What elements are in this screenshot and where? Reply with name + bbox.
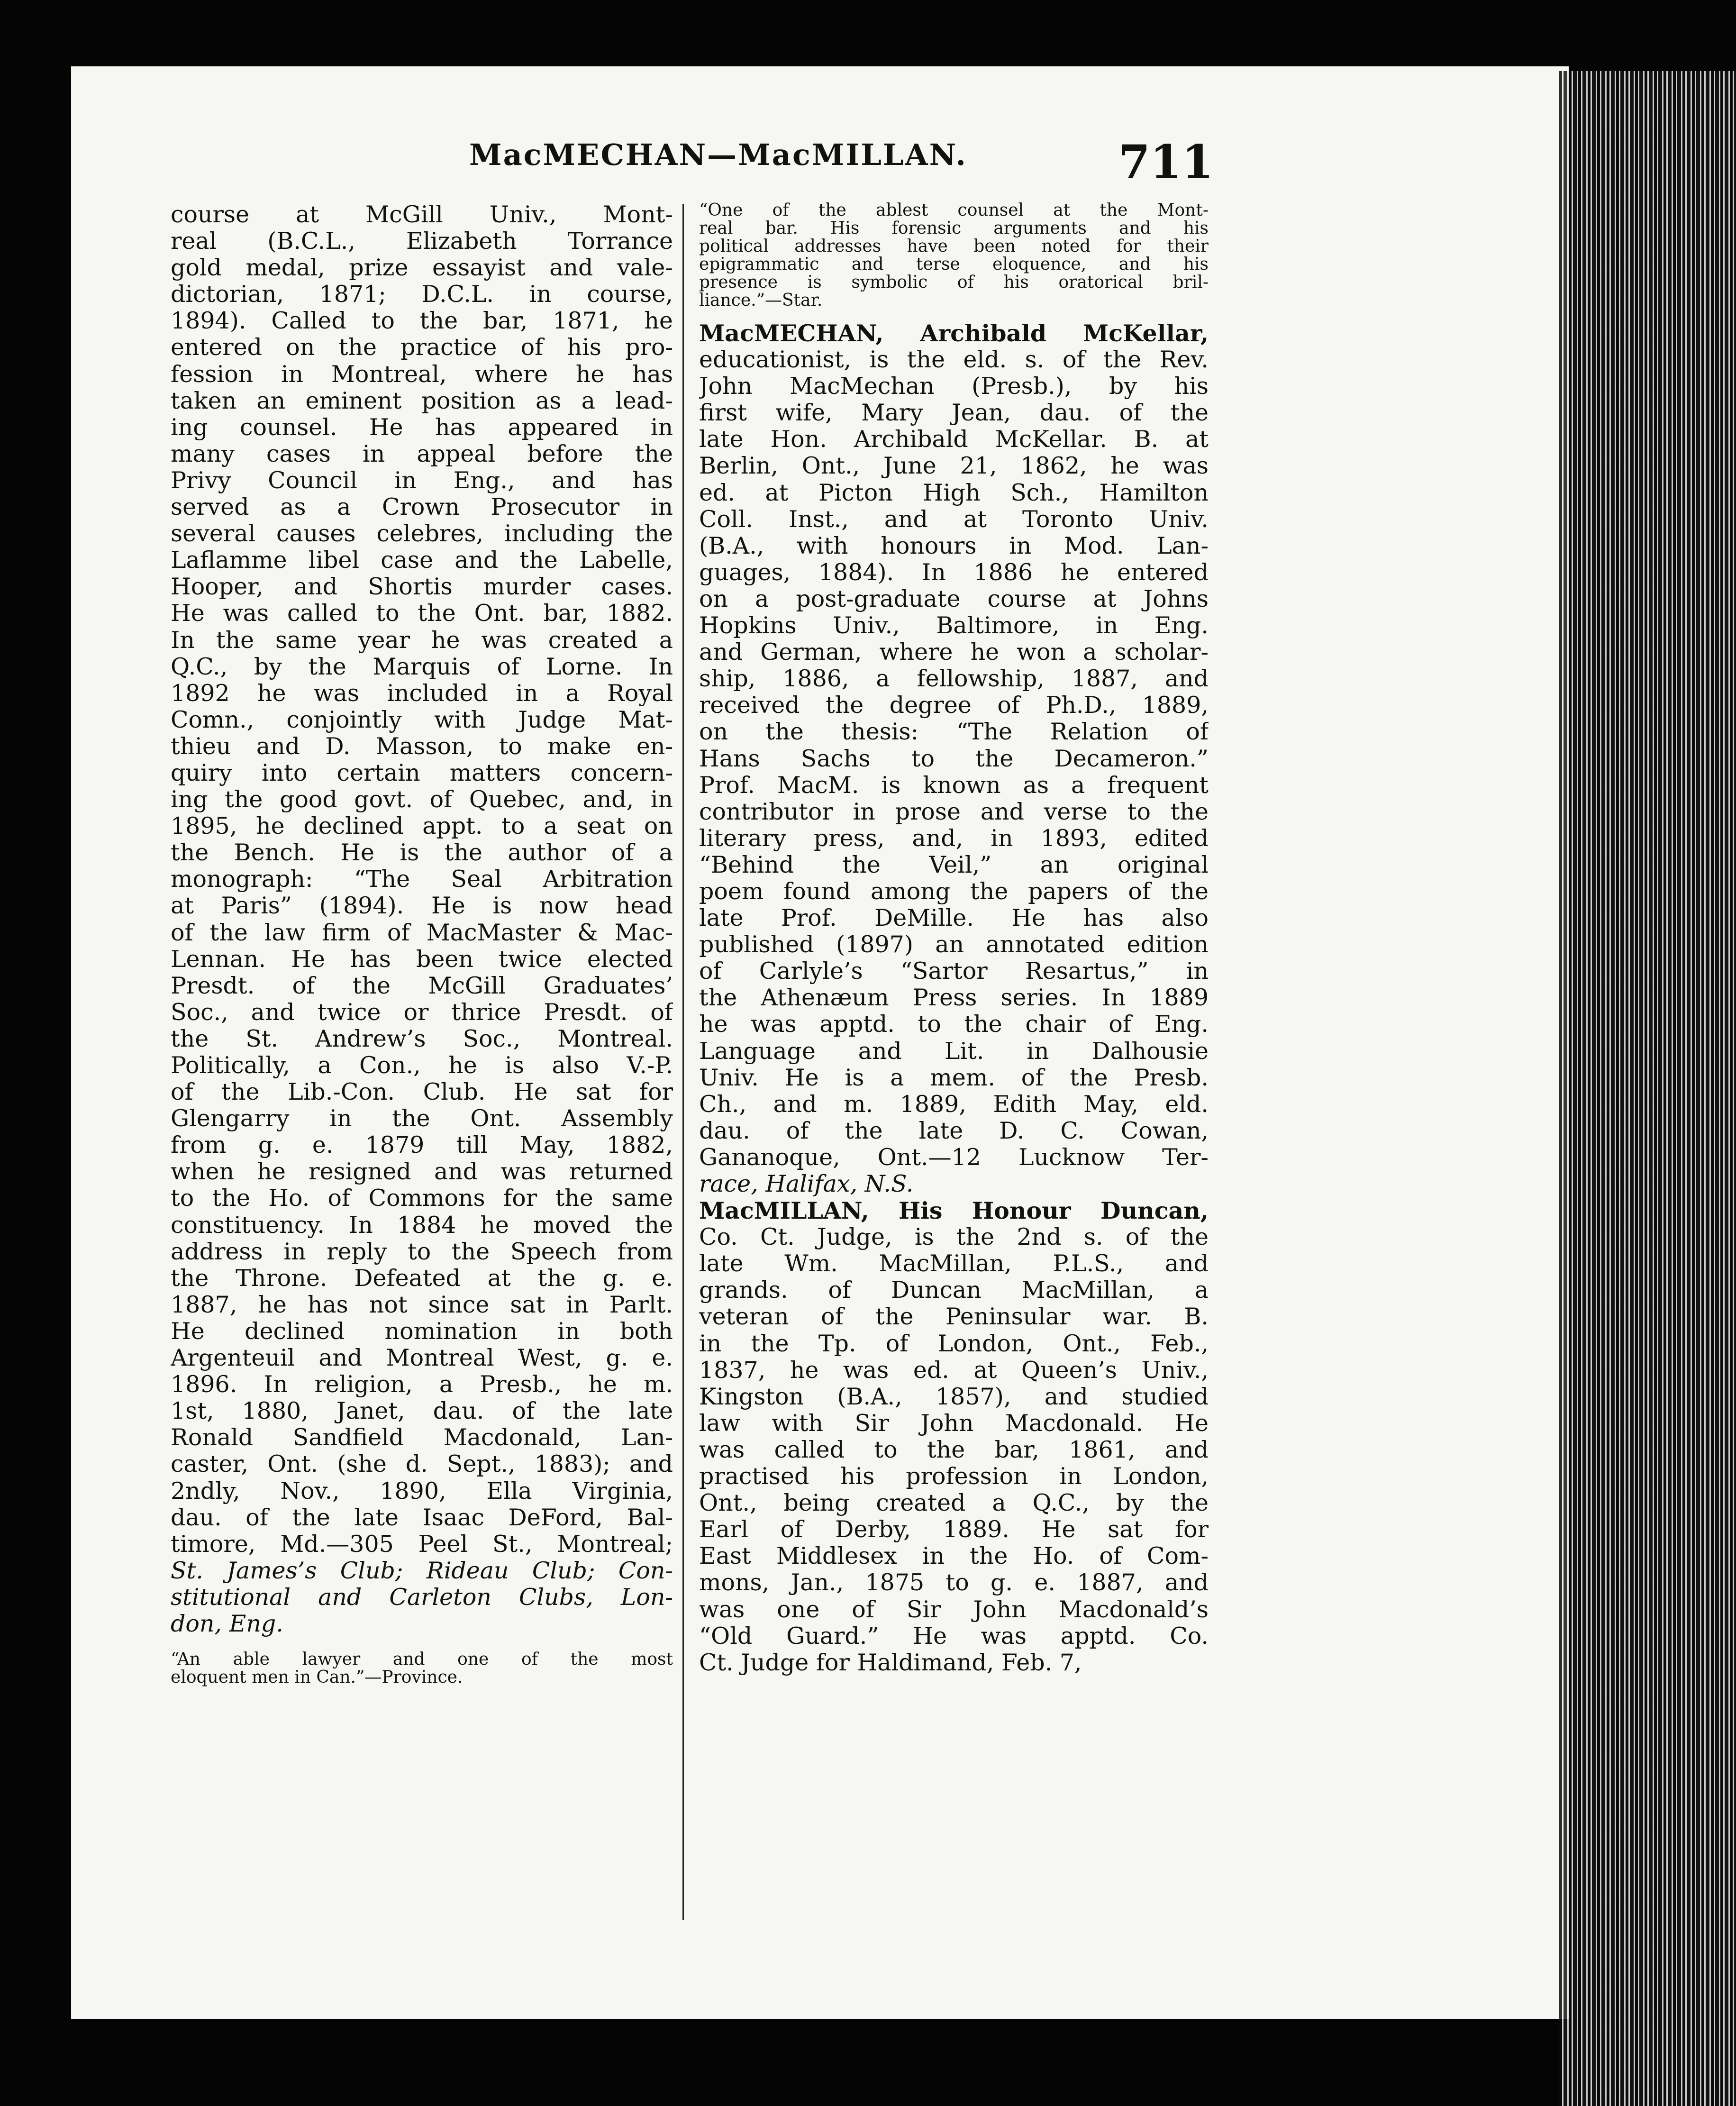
text-line: when he resigned and was returned — [171, 1158, 673, 1185]
text-line: (B.A., with honours in Mod. Lan- — [699, 532, 1209, 559]
text-line: Ct. Judge for Haldimand, Feb. 7, — [699, 1649, 1082, 1676]
text-line: received the degree of Ph.D., 1889, — [699, 692, 1209, 719]
text-line: Co. Ct. Judge, is the 2nd s. of the — [699, 1224, 1209, 1251]
text-line: caster, Ont. (she d. Sept., 1883); and — [171, 1451, 673, 1478]
text-line: ship, 1886, a fellowship, 1887, and — [699, 666, 1209, 693]
text-line: St. James’s Club; Rideau Club; Con- — [171, 1557, 673, 1584]
text-line: constituency. In 1884 he moved the — [171, 1212, 673, 1239]
text-line: educationist, is the eld. s. of the Rev. — [699, 346, 1209, 374]
text-line: Ont., being created a Q.C., by the — [699, 1490, 1209, 1517]
text-line: ed. at Picton High Sch., Hamilton — [699, 479, 1209, 506]
text-line: Ch., and m. 1889, Edith May, eld. — [699, 1091, 1209, 1118]
text-line: Kingston (B.A., 1857), and studied — [699, 1383, 1209, 1410]
right-column — [699, 201, 1209, 1676]
text-line: 1892 he was included in a Royal — [171, 680, 673, 707]
text-line: contributor in prose and verse to the — [699, 798, 1209, 825]
text-line: literary press, and, in 1893, edited — [699, 825, 1209, 852]
text-line: served as a Crown Prosecutor in — [171, 494, 673, 521]
text-line: late Wm. MacMillan, P.L.S., and — [699, 1250, 1209, 1277]
text-line: 1895, he declined appt. to a seat on — [171, 813, 673, 840]
text-line: course at McGill Univ., Mont- — [171, 201, 673, 228]
text-line: ing counsel. He has appeared in — [171, 414, 673, 441]
text-line: Earl of Derby, 1889. He sat for — [699, 1516, 1209, 1543]
text-line: Berlin, Ont., June 21, 1862, he was — [699, 453, 1209, 480]
column-divider — [682, 204, 684, 1920]
text-line: Hooper, and Shortis murder cases. — [171, 574, 673, 601]
text-line: Hans Sachs to the Decameron.” — [699, 745, 1209, 772]
text-line: and German, where he won a scholar- — [699, 639, 1209, 666]
text-line: “Behind the Veil,” an original — [699, 851, 1209, 878]
text-line: John MacMechan (Presb.), by his — [699, 373, 1209, 400]
text-line: stitutional and Carleton Clubs, Lon- — [171, 1584, 673, 1611]
text-line: dictorian, 1871; D.C.L. in course, — [171, 281, 673, 308]
text-line: the Throne. Defeated at the g. e. — [171, 1265, 673, 1292]
text-line: Gananoque, Ont.—12 Lucknow Ter- — [699, 1144, 1209, 1171]
text-line: 1894). Called to the bar, 1871, he — [171, 308, 673, 335]
text-line: Laflamme libel case and the Labelle, — [171, 547, 673, 574]
text-line: address in reply to the Speech from — [171, 1238, 673, 1265]
text-line: at Paris” (1894). He is now head — [171, 893, 673, 920]
text-line: fession in Montreal, where he has — [171, 361, 673, 388]
text-line: 1887, he has not since sat in Parlt. — [171, 1291, 673, 1318]
text-line: Prof. MacM. is known as a frequent — [699, 772, 1209, 799]
text-line: Q.C., by the Marquis of Lorne. In — [171, 653, 673, 680]
text-line: He declined nomination in both — [171, 1318, 673, 1345]
text-line: mons, Jan., 1875 to g. e. 1887, and — [699, 1569, 1209, 1596]
text-line: real bar. His forensic arguments and his — [699, 219, 1209, 237]
text-line: practised his profession in London, — [699, 1463, 1209, 1490]
text-line: race, Halifax, N.S. — [699, 1171, 914, 1197]
text-line: Language and Lit. in Dalhousie — [699, 1038, 1209, 1065]
text-line: timore, Md.—305 Peel St., Montreal; — [171, 1531, 673, 1558]
text-line: from g. e. 1879 till May, 1882, — [171, 1132, 673, 1159]
text-line: poem found among the papers of the — [699, 878, 1209, 905]
text-line: Coll. Inst., and at Toronto Univ. — [699, 506, 1209, 533]
text-line: 2ndly, Nov., 1890, Ella Virginia, — [171, 1477, 673, 1504]
text-line: 1896. In religion, a Presb., he m. — [171, 1371, 673, 1398]
text-line: many cases in appeal before the — [171, 440, 673, 467]
text-line: monograph: “The Seal Arbitration — [171, 866, 673, 893]
text-line: dau. of the late D. C. Cowan, — [699, 1117, 1209, 1144]
text-line: presence is symbolic of his oratorical bril- — [699, 274, 1209, 292]
text-line: Comn., conjointly with Judge Mat- — [171, 706, 673, 733]
text-line: of the Lib.-Con. Club. He sat for — [171, 1079, 673, 1106]
text-line: don, Eng. — [171, 1610, 283, 1637]
text-line: taken an eminent position as a lead- — [171, 387, 673, 414]
text-line: 1st, 1880, Janet, dau. of the late — [171, 1398, 673, 1425]
text-line: the Athenæum Press series. In 1889 — [699, 985, 1209, 1012]
text-line: he was apptd. to the chair of Eng. — [699, 1011, 1209, 1038]
text-line: first wife, Mary Jean, dau. of the — [699, 400, 1209, 427]
text-line: Argenteuil and Montreal West, g. e. — [171, 1345, 673, 1372]
text-line: In the same year he was created a — [171, 627, 673, 654]
text-line: late Hon. Archibald McKellar. B. at — [699, 426, 1209, 453]
left-column-text — [171, 201, 673, 1637]
text-line: the St. Andrew’s Soc., Montreal. — [171, 1025, 673, 1052]
entry-body-macmechan — [699, 346, 1209, 1197]
text-line: quiry into certain matters concern- — [171, 759, 673, 786]
text-line: was one of Sir John Macdonald’s — [699, 1596, 1209, 1623]
text-line: on the thesis: “The Relation of — [699, 719, 1209, 746]
text-line: 1837, he was ed. at Queen’s Univ., — [699, 1357, 1209, 1384]
left-column — [171, 201, 673, 1687]
text-line: Univ. He is a mem. of the Presb. — [699, 1064, 1209, 1091]
page-edge-shadow — [1559, 71, 1736, 2106]
text-line: “One of the ablest counsel at the Mont- — [699, 201, 1209, 219]
text-line: He was called to the Ont. bar, 1882. — [171, 600, 673, 627]
text-line: eloquent men in Can.”—Province. — [171, 1668, 463, 1687]
text-line: Privy Council in Eng., and has — [171, 467, 673, 494]
text-line: Hopkins Univ., Baltimore, in Eng. — [699, 612, 1209, 639]
text-line: late Prof. DeMille. He has also — [699, 905, 1209, 932]
entry-heading-macmechan: MacMECHAN, Archibald McKellar, — [699, 320, 1209, 347]
text-line: “Old Guard.” He was apptd. Co. — [699, 1623, 1209, 1650]
text-line: Soc., and twice or thrice Presdt. of — [171, 999, 673, 1026]
text-line: entered on the practice of his pro- — [171, 334, 673, 361]
text-line: East Middlesex in the Ho. of Com- — [699, 1543, 1209, 1570]
entry-body-macmillan — [699, 1224, 1209, 1676]
running-head: MacMECHAN—MacMILLAN. — [469, 137, 967, 172]
entry-heading-macmillan: MacMILLAN, His Honour Duncan, — [699, 1197, 1209, 1224]
text-line: dau. of the late Isaac DeFord, Bal- — [171, 1504, 673, 1531]
text-line: guages, 1884). In 1886 he entered — [699, 559, 1209, 586]
text-line: of the law firm of MacMaster & Mac- — [171, 919, 673, 946]
right-column-quote — [699, 201, 1209, 310]
text-line: gold medal, prize essayist and vale- — [171, 255, 673, 282]
text-line: to the Ho. of Commons for the same — [171, 1185, 673, 1212]
text-line: Glengarry in the Ont. Assembly — [171, 1105, 673, 1132]
text-line: thieu and D. Masson, to make en- — [171, 733, 673, 760]
text-line: published (1897) an annotated edition — [699, 931, 1209, 958]
text-line: Politically, a Con., he is also V.-P. — [171, 1052, 673, 1079]
text-line: Presdt. of the McGill Graduates’ — [171, 972, 673, 999]
text-line: law with Sir John Macdonald. He — [699, 1410, 1209, 1437]
text-line: in the Tp. of London, Ont., Feb., — [699, 1330, 1209, 1357]
left-column-quote — [171, 1650, 673, 1687]
text-line: “An able lawyer and one of the most — [171, 1650, 673, 1669]
text-line: on a post-graduate course at Johns — [699, 585, 1209, 612]
text-line: of Carlyle’s “Sartor Resartus,” in — [699, 958, 1209, 985]
page-number: 711 — [1118, 135, 1214, 189]
text-line: ing the good govt. of Quebec, and, in — [171, 786, 673, 813]
text-line: real (B.C.L., Elizabeth Torrance — [171, 228, 673, 255]
text-line: political addresses have been noted for their — [699, 237, 1209, 255]
text-line: veteran of the Peninsular war. B. — [699, 1304, 1209, 1331]
text-line: was called to the bar, 1861, and — [699, 1436, 1209, 1463]
text-line: the Bench. He is the author of a — [171, 839, 673, 866]
text-line: several causes celebres, including the — [171, 520, 673, 547]
text-line: liance.”—Star. — [699, 292, 823, 310]
text-line: Ronald Sandfield Macdonald, Lan- — [171, 1424, 673, 1451]
text-line: Lennan. He has been twice elected — [171, 946, 673, 973]
text-line: epigrammatic and terse eloquence, and his — [699, 255, 1209, 274]
text-line: grands. of Duncan MacMillan, a — [699, 1277, 1209, 1304]
